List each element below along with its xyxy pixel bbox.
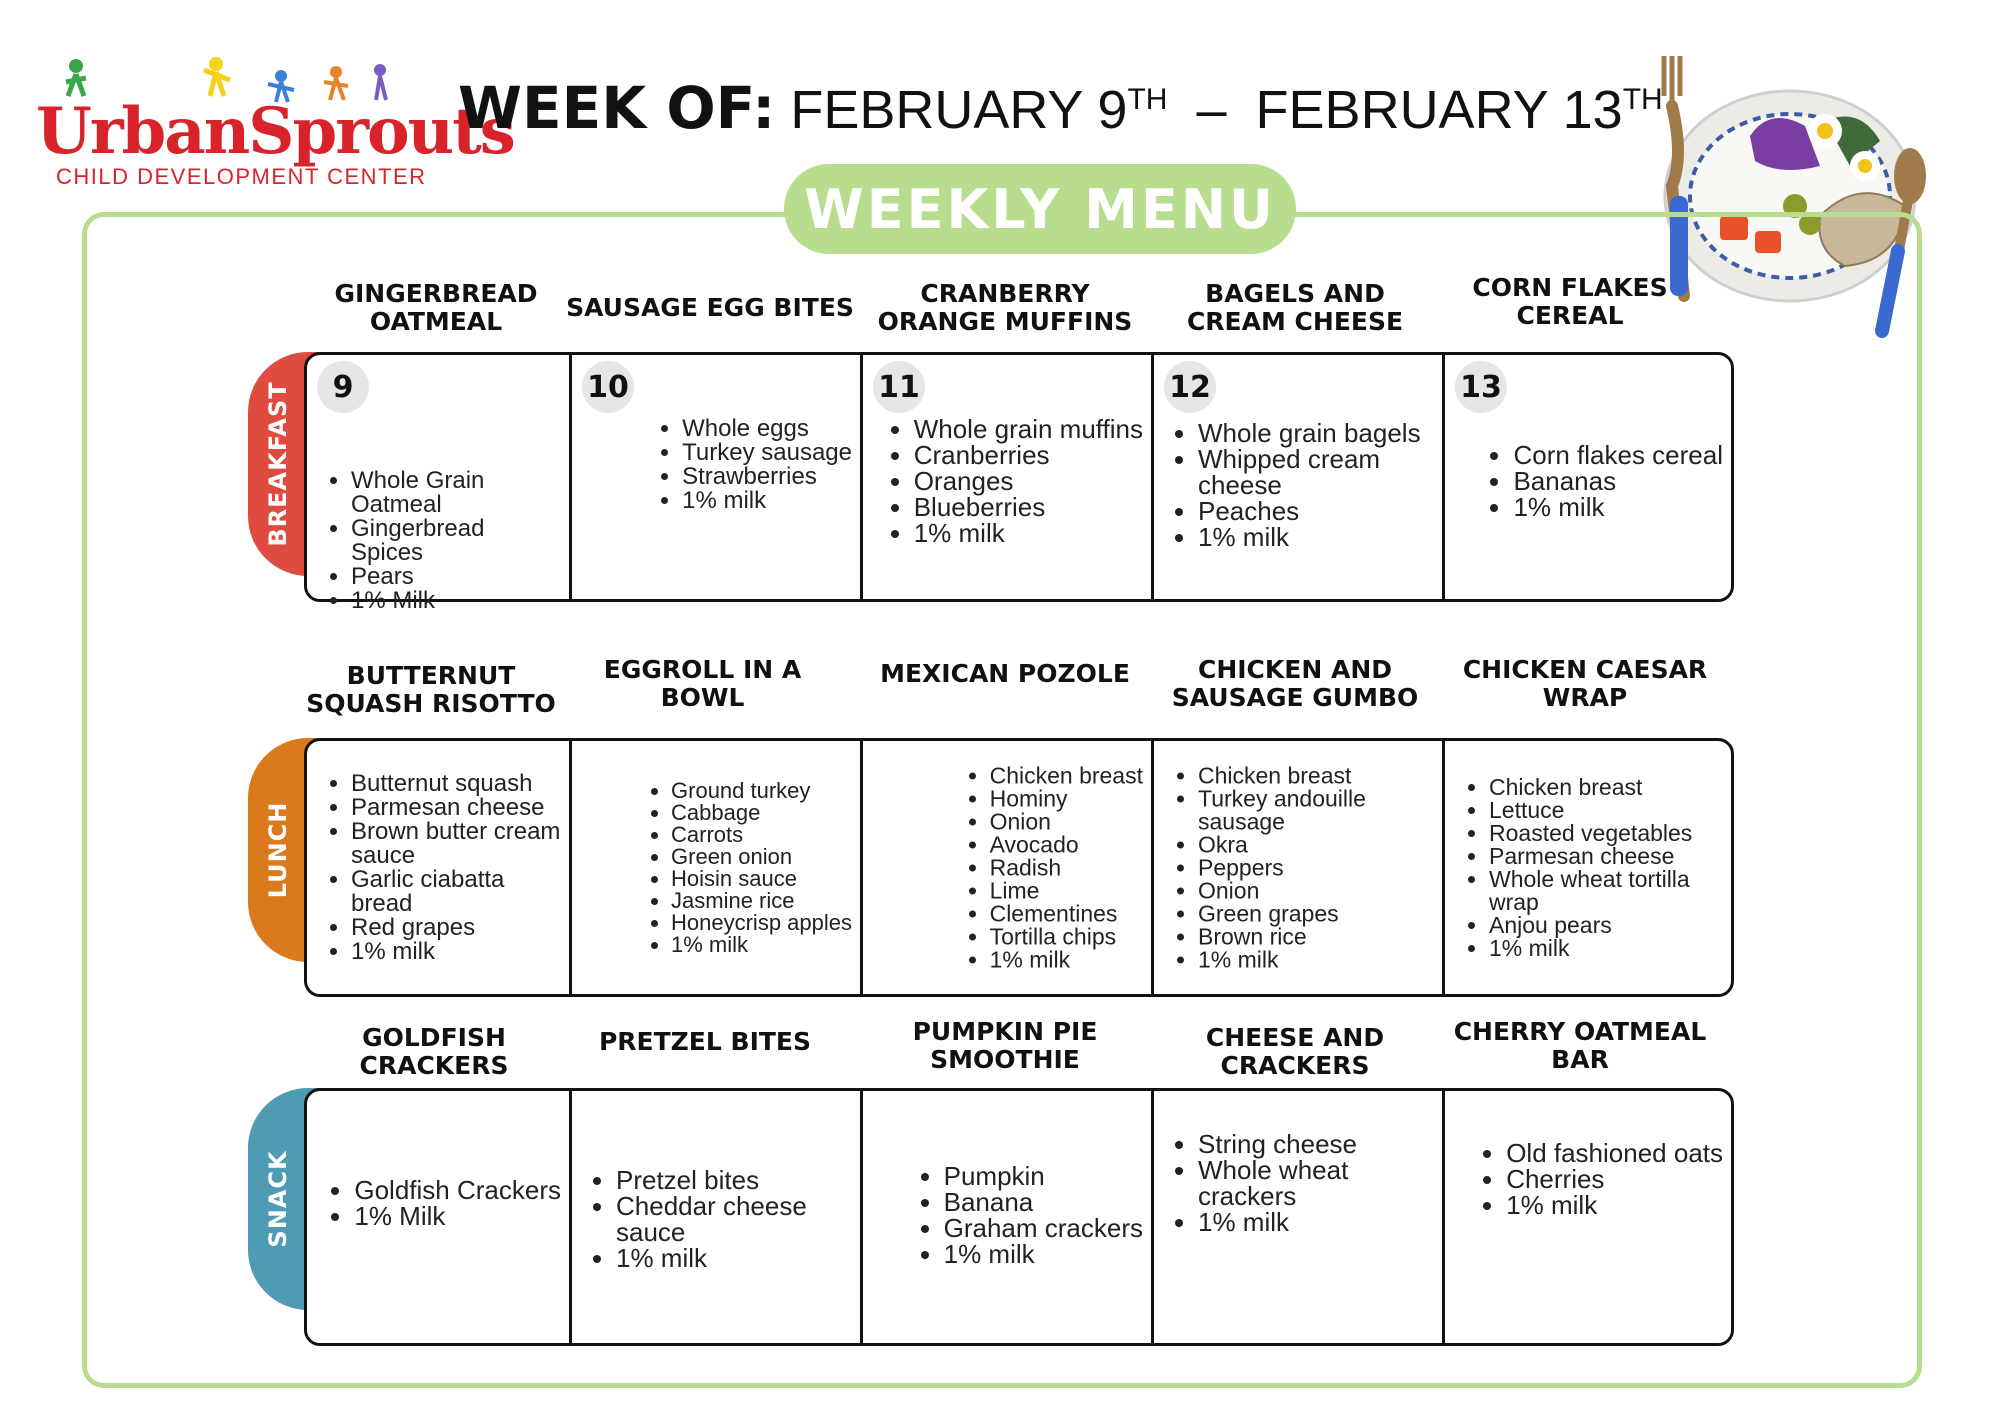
list-item: • Cheddar cheese sauce — [616, 1193, 852, 1245]
lunch-cell — [1445, 741, 1731, 994]
week-start-suffix: TH — [1127, 83, 1168, 116]
lunch-title-tue: EGGROLL IN A BOWL — [603, 655, 802, 712]
list-item: • 1% milk — [351, 940, 561, 964]
list-item: • Pears — [351, 565, 561, 589]
list-item: • Turkey andouille sausage — [1198, 787, 1434, 833]
list-item: • Peaches — [1198, 498, 1434, 524]
list-item: • 1% milk — [1198, 1209, 1434, 1235]
list-item: • Parmesan cheese — [351, 796, 561, 820]
snack-title-wed: PUMPKIN PIE SMOOTHIE — [912, 1017, 1098, 1074]
list-item: • Green onion — [671, 846, 852, 868]
list-item: • Chicken breast — [1198, 764, 1434, 787]
breakfast-title-12: BAGELS AND CREAM CHEESE — [1186, 279, 1404, 336]
item-list — [1462, 1140, 1723, 1218]
week-end-suffix: TH — [1622, 83, 1663, 116]
item-list — [638, 417, 852, 513]
list-item: • Whole grain muffins — [914, 416, 1143, 442]
list-item: • Jasmine rice — [671, 890, 852, 912]
list-item: • Chicken breast — [1489, 776, 1723, 799]
list-item: • 1% milk — [990, 948, 1143, 971]
snack-label: SNACK — [264, 1150, 292, 1248]
breakfast-cell — [307, 355, 572, 614]
list-item: • Pumpkin — [944, 1163, 1143, 1189]
list-item: • Green grapes — [1198, 902, 1434, 925]
week-heading — [458, 74, 1663, 142]
lunch-label: LUNCH — [264, 801, 292, 899]
item-list — [307, 469, 561, 613]
breakfast-cell — [1154, 355, 1445, 599]
item-list — [870, 416, 1143, 546]
list-item: • Peppers — [1198, 856, 1434, 879]
list-item: • Honeycrisp apples — [671, 912, 852, 934]
list-item: • Blueberries — [914, 494, 1143, 520]
list-item: • Whole Grain Oatmeal — [351, 469, 561, 517]
list-item: • Chicken breast — [990, 764, 1143, 787]
list-item: • 1% milk — [914, 520, 1143, 546]
list-item: • Hoisin sauce — [671, 868, 852, 890]
snack-cell — [863, 1091, 1154, 1343]
list-item: • 1% milk — [1489, 937, 1723, 960]
list-item: • Oranges — [914, 468, 1143, 494]
list-item: • Okra — [1198, 833, 1434, 856]
breakfast-title-10: SAUSAGE EGG BITES — [566, 293, 854, 322]
list-item: • 1% Milk — [351, 589, 561, 613]
list-item: • Roasted vegetables — [1489, 822, 1723, 845]
list-item: • Lettuce — [1489, 799, 1723, 822]
list-item: • Anjou pears — [1489, 914, 1723, 937]
list-item: • 1% Milk — [354, 1203, 561, 1229]
snack-cell — [1154, 1091, 1445, 1343]
lunch-title-wed: MEXICAN POZOLE — [880, 659, 1130, 688]
list-item: • Clementines — [990, 902, 1143, 925]
snack-grid — [304, 1088, 1734, 1346]
list-item: • Whipped cream cheese — [1198, 446, 1434, 498]
list-item: • 1% milk — [944, 1241, 1143, 1267]
list-item: • Onion — [990, 810, 1143, 833]
day-number: 11 — [873, 361, 925, 413]
logo-wordmark: UrbanSprouts — [36, 94, 514, 169]
list-item: • Onion — [1198, 879, 1434, 902]
logo-subtitle: CHILD DEVELOPMENT CENTER — [56, 164, 427, 189]
snack-title-fri: CHERRY OATMEAL BAR — [1453, 1017, 1707, 1074]
list-item: • 1% milk — [1198, 948, 1434, 971]
week-start: FEBRUARY 9 — [790, 80, 1128, 140]
list-item: • 1% milk — [616, 1245, 852, 1271]
list-item: • Turkey sausage — [682, 441, 852, 465]
list-item: • Gingerbread Spices — [351, 517, 561, 565]
snack-cell — [1445, 1091, 1731, 1343]
item-list — [946, 764, 1143, 971]
list-item: • Brown rice — [1198, 925, 1434, 948]
item-list — [572, 1167, 852, 1271]
urbansprouts-logo — [36, 54, 514, 204]
snack-cell — [572, 1091, 863, 1343]
list-item: • 1% milk — [682, 489, 852, 513]
snack-title-tue: PRETZEL BITES — [598, 1027, 812, 1056]
list-item: • 1% milk — [1506, 1192, 1723, 1218]
lunch-grid — [304, 738, 1734, 997]
list-item: • Ground turkey — [671, 780, 852, 802]
list-item: • Butternut squash — [351, 772, 561, 796]
week-separator: – — [1196, 80, 1227, 140]
breakfast-title-11: CRANBERRY ORANGE MUFFINS — [877, 279, 1133, 336]
list-item: • Whole wheat tortilla wrap — [1489, 868, 1723, 914]
list-item: • Bananas — [1513, 468, 1723, 494]
snack-title-thu: CHEESE AND CRACKERS — [1205, 1023, 1385, 1080]
list-item: • 1% milk — [1513, 494, 1723, 520]
breakfast-cell — [863, 355, 1154, 599]
item-list — [1154, 420, 1434, 550]
lunch-title-mon: BUTTERNUT SQUASH RISOTTO — [306, 661, 556, 718]
list-item: • Red grapes — [351, 916, 561, 940]
lunch-cell — [307, 741, 572, 994]
week-end: FEBRUARY 13 — [1255, 80, 1623, 140]
list-item: • Cabbage — [671, 802, 852, 824]
list-item: • Corn flakes cereal — [1513, 442, 1723, 468]
list-item: • Parmesan cheese — [1489, 845, 1723, 868]
lunch-cell — [863, 741, 1154, 994]
list-item: • Radish — [990, 856, 1143, 879]
day-number: 9 — [317, 361, 369, 413]
day-number: 12 — [1164, 361, 1216, 413]
breakfast-title-13: CORN FLAKES CEREAL — [1472, 273, 1668, 330]
weekly-menu-title: WEEKLY MENU — [784, 164, 1296, 254]
lunch-cell — [572, 741, 863, 994]
breakfast-title-9: GINGERBREAD OATMEAL — [334, 279, 538, 336]
list-item: • Garlic ciabatta bread — [351, 868, 561, 916]
list-item: • Goldfish Crackers — [354, 1177, 561, 1203]
list-item: • Avocado — [990, 833, 1143, 856]
snack-title-mon: GOLDFISH CRACKERS — [359, 1023, 509, 1080]
list-item: • Graham crackers — [944, 1215, 1143, 1241]
lunch-cell — [1154, 741, 1445, 994]
breakfast-grid — [304, 352, 1734, 614]
breakfast-cell — [572, 355, 863, 599]
list-item: • 1% milk — [671, 934, 852, 956]
list-item: • Tortilla chips — [990, 925, 1143, 948]
week-prefix: WEEK OF: — [458, 74, 776, 142]
list-item: • Pretzel bites — [616, 1167, 852, 1193]
list-item: • Lime — [990, 879, 1143, 902]
item-list — [1154, 1131, 1434, 1235]
snack-cell — [307, 1091, 572, 1343]
item-list — [1445, 773, 1723, 961]
lunch-title-fri: CHICKEN CAESAR WRAP — [1462, 655, 1708, 712]
list-item: • Whole wheat crackers — [1198, 1157, 1434, 1209]
list-item: • Hominy — [990, 787, 1143, 810]
breakfast-cell — [1445, 355, 1731, 599]
day-number: 13 — [1455, 361, 1507, 413]
list-item: • 1% milk — [1198, 524, 1434, 550]
item-list — [627, 777, 852, 957]
list-item: • String cheese — [1198, 1131, 1434, 1157]
item-list — [900, 1163, 1143, 1267]
list-item: • Whole eggs — [682, 417, 852, 441]
list-item: • Carrots — [671, 824, 852, 846]
list-item: • Strawberries — [682, 465, 852, 489]
list-item: • Old fashioned oats — [1506, 1140, 1723, 1166]
item-list — [1469, 442, 1723, 520]
list-item: • Banana — [944, 1189, 1143, 1215]
list-item: • Whole grain bagels — [1198, 420, 1434, 446]
lunch-title-thu: CHICKEN AND SAUSAGE GUMBO — [1171, 655, 1419, 712]
list-item: • Cherries — [1506, 1166, 1723, 1192]
list-item: • Cranberries — [914, 442, 1143, 468]
day-number: 10 — [582, 361, 634, 413]
breakfast-label: BREAKFAST — [264, 381, 292, 547]
item-list — [1154, 764, 1434, 971]
item-list — [310, 1177, 561, 1229]
list-item: • Brown butter cream sauce — [351, 820, 561, 868]
item-list — [307, 769, 561, 965]
